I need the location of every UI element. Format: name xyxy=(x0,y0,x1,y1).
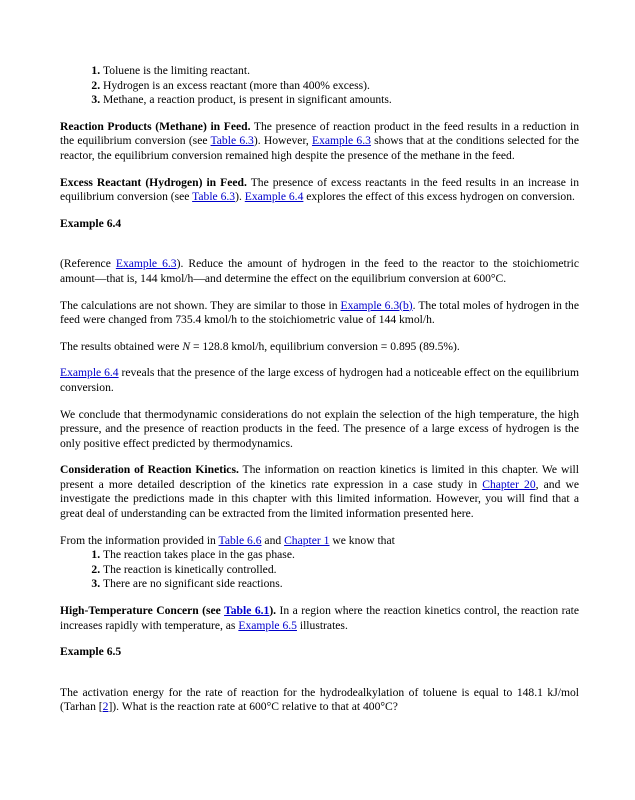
document-page xyxy=(60,64,579,715)
kinetics-list xyxy=(60,548,579,592)
list-item: 1. The reaction takes place in the gas phase. xyxy=(103,548,579,563)
link-chapter-1[interactable]: Chapter 1 xyxy=(284,533,330,547)
paragraph-reaction-products: Reaction Products (Methane) in Feed. The presence of reaction product in the feed results in a reduction in the equilibrium conversion (see Table 6.3). However, Example 6.3 shows that at the conditions selected for the reactor, the equilibrium conversion remained high despite the presence of the methane in the feed. xyxy=(60,119,579,162)
example-6-4-paragraph-3: The results obtained were N = 128.8 kmol/h, equilibrium conversion = 0.895 (89.5%). xyxy=(60,339,460,353)
variable-n: N xyxy=(182,339,191,353)
link-table-6-1[interactable]: Table 6.1 xyxy=(224,604,270,618)
link-table-6-6[interactable]: Table 6.6 xyxy=(218,533,262,547)
example-6-5-title: Example 6.5 xyxy=(60,645,122,659)
paragraph-reaction-kinetics: Consideration of Reaction Kinetics. The information on reaction kinetics is limited in this chapter. We will present a more detailed description of the kinetics rate expression in a case study in Chapter 20, and we investigate the predictions made in this chapter with this limited information. However, you will find that a great deal of understanding can be extracted from the limited information presented here. xyxy=(60,463,579,521)
list-item: 3. There are no significant side reactions. xyxy=(103,577,579,592)
paragraph-heading: Consideration of Reaction Kinetics. xyxy=(60,463,239,477)
link-example-6-5[interactable]: Example 6.5 xyxy=(238,618,297,632)
list-item: 3. Methane, a reaction product, is present in significant amounts. xyxy=(103,93,579,108)
link-table-6-3[interactable]: Table 6.3 xyxy=(210,134,254,148)
example-6-4-paragraph-4: Example 6.4 reveals that the presence of the large excess of hydrogen had a noticeable effect on the equilibrium conversion. xyxy=(60,366,579,394)
assumption-list xyxy=(60,64,579,108)
example-6-5-paragraph-1: The activation energy for the rate of reaction for the hydrodealkylation of toluene is equal to 148.1 kJ/mol (Tarhan [2]). What is the reaction rate at 600°C relative to that at 400°C? xyxy=(60,685,579,714)
list-item: 2. The reaction is kinetically controlled. xyxy=(103,563,579,578)
example-6-4-title: Example 6.4 xyxy=(60,216,122,230)
link-chapter-20[interactable]: Chapter 20 xyxy=(482,477,536,491)
link-example-6-3b[interactable]: Example 6.3(b) xyxy=(340,298,413,312)
paragraph-excess-reactant: Excess Reactant (Hydrogen) in Feed. The presence of excess reactants in the feed results in an increase in equilibrium conversion (see Table 6.3). Example 6.4 explores the effect of this excess hydrogen on conversion. xyxy=(60,175,579,204)
example-6-4-paragraph-2: The calculations are not shown. They are similar to those in Example 6.3(b). The total moles of hydrogen in the feed were changed from 735.4 kmol/h to the stoichiometric value of 144 kmol/h. xyxy=(60,298,579,327)
paragraph-heading: High-Temperature Concern (see Table 6.1). xyxy=(60,604,277,618)
link-example-6-4[interactable]: Example 6.4 xyxy=(244,190,304,204)
link-example-6-3[interactable]: Example 6.3 xyxy=(311,134,371,148)
paragraph-high-temperature: High-Temperature Concern (see Table 6.1). In a region where the reaction kinetics control, the reaction rate increases rapidly with temperature, as Example 6.5 illustrates. xyxy=(60,604,580,632)
paragraph-heading: Excess Reactant (Hydrogen) in Feed. xyxy=(60,175,247,189)
example-6-4-paragraph-1: (Reference Example 6.3). Reduce the amount of hydrogen in the feed to the reactor to the stoichiometric amount—that is, 144 kmol/h—and determine the effect on the equilibrium conversion at 600°C. xyxy=(60,257,579,285)
paragraph-from-information: From the information provided in Table 6.6 and Chapter 1 we know that xyxy=(60,533,395,547)
link-reference-2[interactable]: 2 xyxy=(102,700,109,714)
link-table-6-3[interactable]: Table 6.3 xyxy=(192,190,236,204)
list-item: 1. Toluene is the limiting reactant. xyxy=(103,64,579,79)
paragraph-conclusion: We conclude that thermodynamic considerations do not explain the selection of the high temperature, the high pressure, and the presence of reaction products in the feed. The presence of a large excess of hydrogen is the only positive effect predicted by thermodynamics. xyxy=(60,407,579,450)
link-example-6-4[interactable]: Example 6.4 xyxy=(60,366,119,380)
paragraph-heading: Reaction Products (Methane) in Feed. xyxy=(60,119,251,133)
link-example-6-3[interactable]: Example 6.3 xyxy=(115,257,177,271)
list-item: 2. Hydrogen is an excess reactant (more than 400% excess). xyxy=(103,79,579,94)
